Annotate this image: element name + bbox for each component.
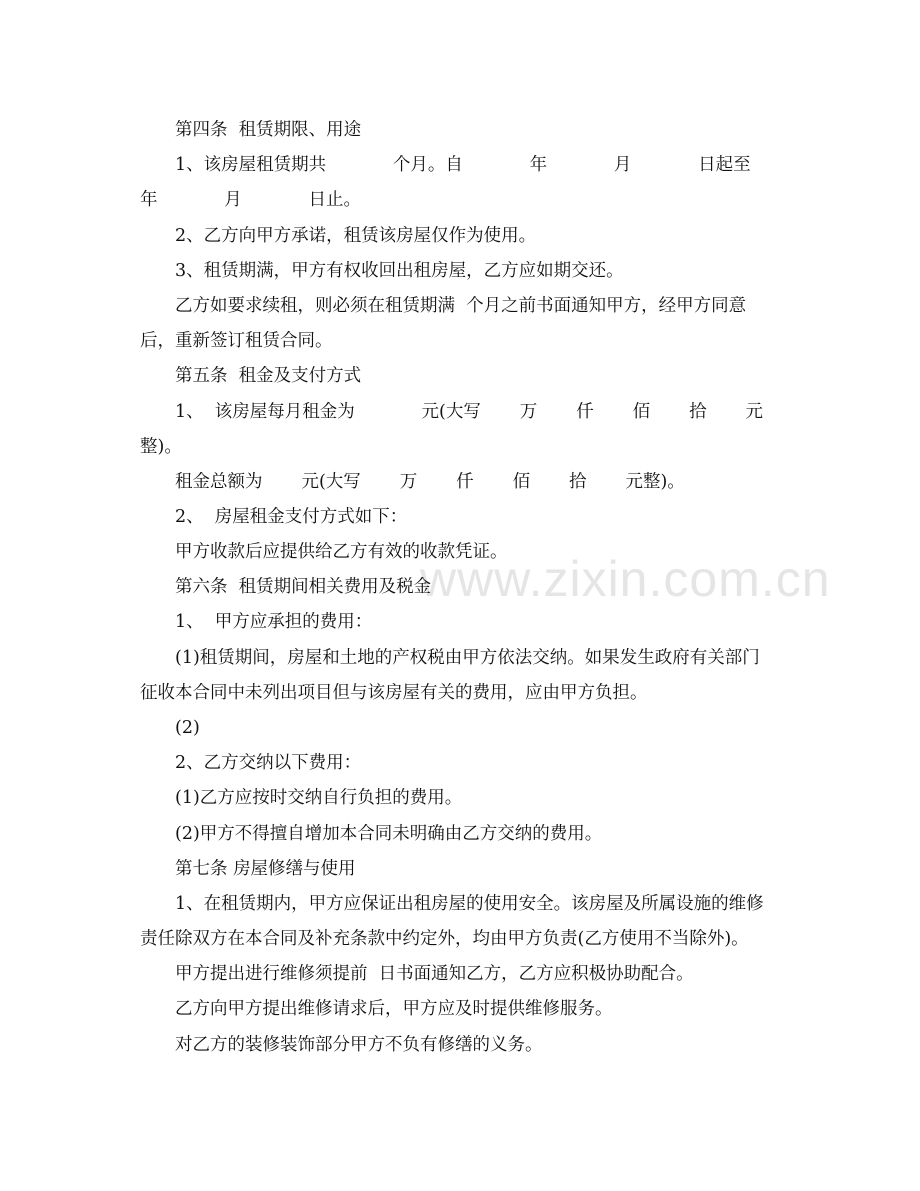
text-line: (1)乙方应按时交纳自行负担的费用。 [175,788,463,808]
text-line: 1、在租赁期内，甲方应保证出租房屋的使用安全。该房屋及所属设施的维修 [175,894,764,914]
text-line: 征收本合同中未列出项目但与该房屋有关的费用，应由甲方负担。 [140,683,648,703]
article-5-heading: 第五条 租金及支付方式 [175,366,362,386]
article-4-heading: 第四条 租赁期限、用途 [175,120,362,140]
article-7-heading: 第七条 房屋修缮与使用 [175,859,356,879]
text-line: 2、乙方向甲方承诺，租赁该房屋仅作为使用。 [175,226,537,246]
text-line: 整)。 [140,437,182,457]
text-line: (2) [175,718,200,738]
article-6-heading: 第六条 租赁期间相关费用及税金 [175,577,432,597]
text-line: (2)甲方不得擅自增加本合同未明确由乙方交纳的费用。 [175,824,603,844]
text-line: 对乙方的装修装饰部分甲方不负有修缮的义务。 [175,1035,543,1055]
text-line: (1)租赁期间，房屋和土地的产权税由甲方依法交纳。如果发生政府有关部门 [175,648,760,668]
text-line: 甲方收款后应提供给乙方有效的收款凭证。 [175,542,508,562]
text-line: 乙方如要求续租，则必须在租赁期满 个月之前书面通知甲方，经甲方同意 [175,296,747,316]
watermark: www.zixin.com.cn [420,551,831,607]
text-line: 责任除双方在本合同及补充条款中约定外，均由甲方负责(乙方使用不当除外)。 [140,929,749,949]
text-line: 3、租赁期满，甲方有权收回出租房屋，乙方应如期交还。 [175,261,624,281]
text-line: 乙方向甲方提出维修请求后，甲方应及时提供维修服务。 [175,999,613,1019]
text-line: 甲方提出进行维修须提前 日书面通知乙方，乙方应积极协助配合。 [175,964,694,984]
text-line: 后，重新签订租赁合同。 [140,331,333,351]
text-line: 1、 该房屋每月租金为 元(大写 万 仟 佰 拾 元 [175,402,764,422]
text-line: 租金总额为 元(大写 万 仟 佰 拾 元整)。 [175,472,685,492]
text-line: 年 月 日止。 [140,190,362,210]
text-line: 2、 房屋租金支付方式如下： [175,507,408,527]
text-line: 2、乙方交纳以下费用： [175,753,362,773]
text-line: 1、该房屋租赁期共 个月。自 年 月 日起至 [175,155,751,175]
text-line: 1、 甲方应承担的费用： [175,612,373,632]
